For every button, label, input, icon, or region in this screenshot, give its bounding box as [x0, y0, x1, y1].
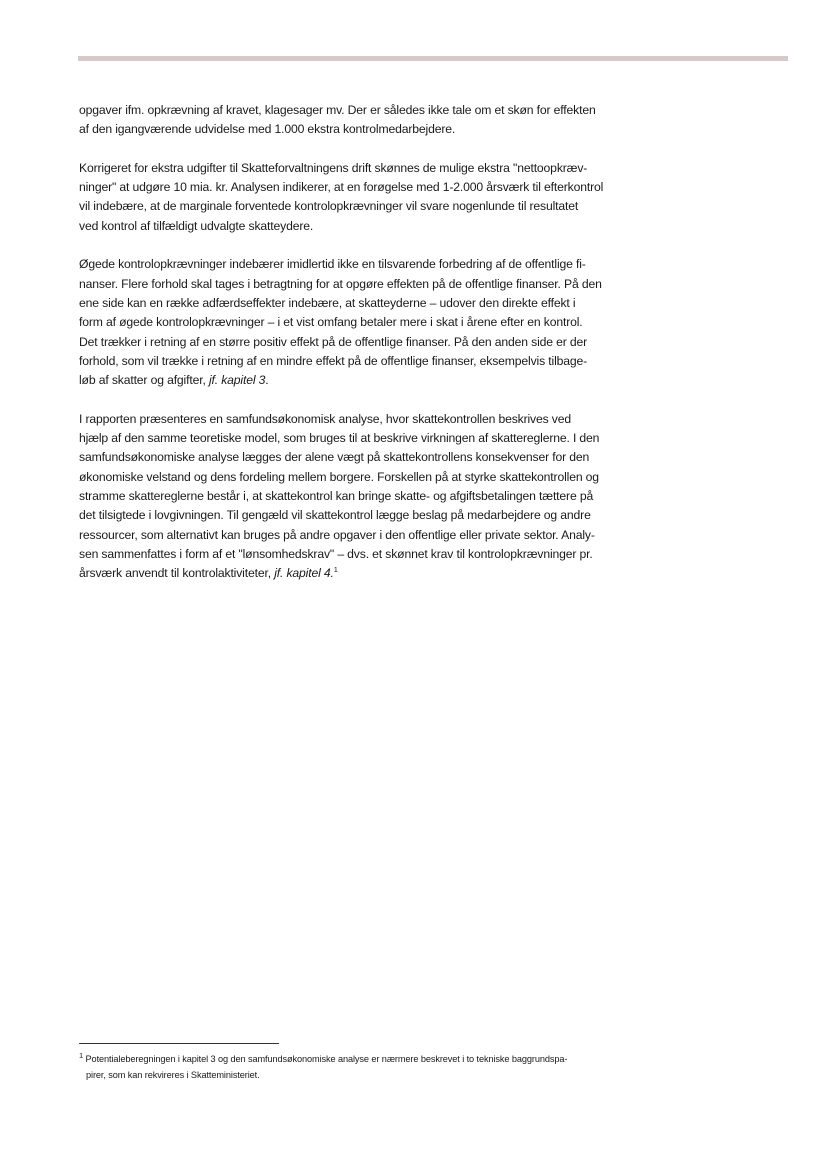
footnote	[79, 1051, 619, 1083]
paragraph-2	[79, 159, 619, 236]
chapter-reference: jf. kapitel 4.	[274, 566, 334, 581]
paragraph-3	[79, 255, 619, 390]
main-body-text	[79, 101, 619, 603]
text-line: ved kontrol af tilfældigt udvalgte skatteydere.	[79, 218, 314, 233]
text-line: opgaver ifm. opkrævning af kravet, klagesager mv. Der er således ikke tale om et skøn for effekten	[79, 103, 596, 117]
text-line: løb af skatter og afgifter,	[79, 373, 209, 388]
text-line: årsværk anvendt til kontrolaktiviteter,	[79, 566, 275, 581]
text-line: det tilsigtede i lovgivningen. Til gengæld vil skattekontrol lægge beslag på medarbejdere og andre	[79, 508, 591, 523]
text-line: ninger" at udgøre 10 mia. kr. Analysen indikerer, at en forøgelse med 1-2.000 årsværk til efterkontrol	[79, 180, 604, 195]
text-line: Øgede kontrolopkrævninger indebærer imidlertid ikke en tilsvarende forbedring af de offentlige fi-	[79, 257, 586, 272]
text-line: Korrigeret for ekstra udgifter til Skatteforvaltningens drift skønnes de mulige ekstra "nettoopkræv-	[79, 160, 588, 175]
text-line-end: .	[265, 373, 269, 388]
text-line: forhold, som vil trække i retning af en mindre effekt på de offentlige finanser, eksempelvis tilbage-	[79, 353, 588, 368]
text-line: hjælp af den samme teoretiske model, som bruges til at beskrive virkningen af skattereglerne. I den	[79, 431, 600, 446]
text-line: ene side kan en række adfærdseffekter indebære, at skatteyderne – udover den direkte effekt i	[79, 295, 576, 310]
text-line: af den igangværende udvidelse med 1.000 ekstra kontrolmedarbejdere.	[79, 122, 456, 137]
footnote-text-line: pirer, som kan rekvireres i Skatteministeriet.	[86, 1070, 260, 1080]
footnote-text-line: Potentialeberegningen i kapitel 3 og den samfundsøkonomiske analyse er nærmere beskrevet i to tekniske baggrundspa-	[83, 1054, 568, 1064]
text-line: I rapporten præsenteres en samfundsøkonomisk analyse, hvor skattekontrollen beskrives ved	[79, 411, 572, 426]
text-line: økonomiske velstand og dens fordeling mellem borgere. Forskellen på at styrke skattekontrollen og	[79, 469, 599, 484]
footnote-separator	[79, 1043, 279, 1044]
text-line: vil indebære, at de marginale forventede kontrolopkrævninger vil svare nogenlunde til resultatet	[79, 199, 579, 214]
text-line: sen sammenfattes i form af et "lønsomhedskrav" – dvs. et skønnet krav til kontrolopkrævninger pr.	[79, 546, 593, 561]
text-line: samfundsøkonomiske analyse lægges der alene vægt på skattekontrollens konsekvenser for den	[79, 450, 590, 465]
footnote-number: 1	[79, 1050, 84, 1060]
paragraph-1	[79, 101, 619, 140]
text-line: form af øgede kontrolopkrævninger – i et vist omfang betaler mere i skat i årene efter en kontrol.	[79, 315, 583, 330]
text-line: Det trækker i retning af en større positiv effekt på de offentlige finanser. På den anden side er der	[79, 334, 588, 349]
chapter-reference: jf. kapitel 3	[208, 373, 266, 388]
text-line: ressourcer, som alternativt kan bruges på andre opgaver i den offentlige eller private sektor. Analy-	[79, 527, 595, 542]
footnote-marker[interactable]: 1	[333, 565, 338, 575]
header-rule	[78, 56, 788, 61]
text-line: nanser. Flere forhold skal tages i betragtning for at opgøre effekten på de offentlige finanser. På den	[79, 276, 602, 291]
text-line: stramme skattereglerne består i, at skattekontrol kan bringe skatte- og afgiftsbetalingen tættere på	[79, 488, 594, 503]
paragraph-4	[79, 410, 619, 584]
